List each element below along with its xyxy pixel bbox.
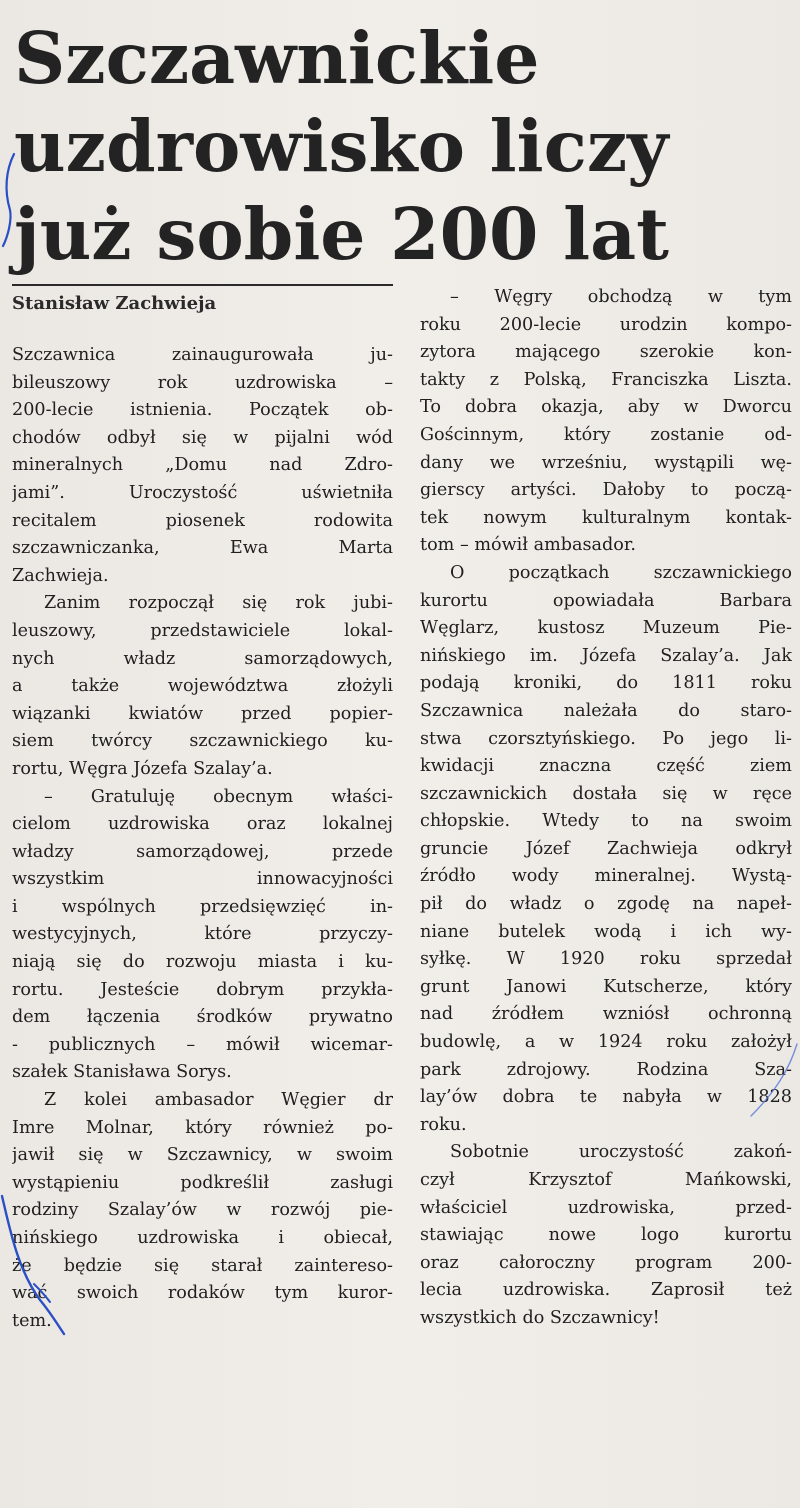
text-line: wiązanki kwiatów przed popier- xyxy=(12,703,393,724)
text-line: że będzie się starał zaintereso- xyxy=(12,1255,393,1276)
text-line: Zanim rozpoczął się rok jubi- xyxy=(44,593,393,614)
text-line: kurortu opowiadała Barbara xyxy=(420,590,792,611)
text-line: cielom uzdrowiska oraz lokalnej xyxy=(12,814,393,835)
text-line: chłopskie. Wtedy to na swoim xyxy=(420,811,792,832)
text-line: Węglarz, kustosz Muzeum Pie- xyxy=(420,618,792,639)
text-line: tom – mówił ambasador. xyxy=(420,535,636,556)
text-line: syłkę. W 1920 roku sprzedał xyxy=(420,949,792,970)
text-line: władzy samorządowej, przede xyxy=(12,841,393,862)
text-line: – Gratuluję obecnym właści- xyxy=(44,786,393,807)
text-line: rortu, Węgra Józefa Szalay’a. xyxy=(12,758,273,779)
text-line: Imre Molnar, który również po- xyxy=(12,1117,393,1138)
text-line: właściciel uzdrowiska, przed- xyxy=(420,1197,792,1218)
headline-line: uzdrowisko liczy xyxy=(14,104,669,188)
text-line: grunt Janowi Kutscherze, który xyxy=(420,976,792,997)
text-line: To dobra okazja, aby w Dworcu xyxy=(420,397,792,418)
text-line: podają kroniki, do 1811 roku xyxy=(420,673,792,694)
text-line: nińskiego im. Józefa Szalay’a. Jak xyxy=(420,645,792,666)
text-line: Sobotnie uroczystość zakoń- xyxy=(450,1142,792,1163)
text-line: nad źródłem wzniósł ochronną xyxy=(420,1004,792,1025)
text-line: roku 200-lecie urodzin kompo- xyxy=(420,314,792,335)
text-line: stawiając nowe logo kurortu xyxy=(420,1225,792,1246)
text-line: westycyjnych, które przyczy- xyxy=(12,924,393,945)
text-line: Gościnnym, który zostanie od- xyxy=(420,424,792,445)
text-line: Szczawnica należała do staro- xyxy=(420,700,792,721)
text-line: Szczawnica zainaugurowała ju- xyxy=(12,345,393,365)
text-line: szczawniczanka, Ewa Marta xyxy=(12,538,393,559)
text-line: roku. xyxy=(420,1114,467,1135)
text-line: tem. xyxy=(12,1310,52,1331)
text-line: dany we wrześniu, wystąpili wę- xyxy=(420,452,792,473)
text-line: budowlę, a w 1924 roku założył xyxy=(420,1032,792,1053)
text-line: nińskiego uzdrowiska i obiecał, xyxy=(12,1228,393,1248)
text-line: rodziny Szalay’ów w rozwój pie- xyxy=(12,1200,393,1221)
headline-line: Szczawnickie xyxy=(14,16,540,100)
text-line: gruncie Józef Zachwieja odkrył xyxy=(420,838,792,859)
text-line: Z kolei ambasador Węgier dr xyxy=(44,1090,393,1111)
text-line: wszystkim innowacyjności xyxy=(12,869,393,890)
text-line: – Węgry obchodzą w tym xyxy=(450,287,792,307)
text-line: oraz całoroczny program 200- xyxy=(420,1252,792,1273)
text-line: leuszowy, przedstawiciele lokal- xyxy=(12,620,393,641)
text-line: 200-lecie istnienia. Początek ob- xyxy=(12,400,393,421)
text-line: lay’ów dobra te nabyła w 1828 xyxy=(420,1087,792,1108)
text-line: niają się do rozwoju miasta i ku- xyxy=(12,952,393,973)
text-line: dem łączenia środków prywatno xyxy=(12,1007,393,1028)
text-line: jawił się w Szczawnicy, w swoim xyxy=(12,1145,393,1166)
text-line: szałek Stanisława Sorys. xyxy=(12,1062,232,1083)
text-line: tek nowym kulturalnym kontak- xyxy=(420,507,792,528)
text-line: wystąpieniu podkreślił zasługi xyxy=(12,1172,393,1193)
text-line: i wspólnych przedsięwzięć in- xyxy=(12,896,393,917)
text-line: nych władz samorządowych, xyxy=(12,648,393,669)
text-line: O początkach szczawnickiego xyxy=(450,562,792,583)
text-line: recitalem piosenek rodowita xyxy=(12,510,393,531)
article-headline xyxy=(14,14,754,278)
text-line: jami”. Uroczystość uświetniła xyxy=(12,482,393,503)
article-column-left xyxy=(12,342,393,1335)
byline-rule xyxy=(12,284,393,286)
article-column-right xyxy=(420,284,792,1333)
text-line: szczawnickich dostała się w ręce xyxy=(420,783,792,804)
text-line: takty z Polską, Franciszka Liszta. xyxy=(420,369,792,390)
text-line: - publicznych – mówił wicemar- xyxy=(12,1034,393,1055)
text-line: wać swoich rodaków tym kuror- xyxy=(12,1283,393,1304)
text-line: czył Krzysztof Mańkowski, xyxy=(420,1170,792,1190)
headline-line: już sobie 200 lat xyxy=(14,192,669,276)
text-line: Zachwieja. xyxy=(12,565,109,586)
text-line: wszystkich do Szczawnicy! xyxy=(420,1307,660,1328)
text-line: gierscy artyści. Dałoby to począ- xyxy=(420,480,792,501)
text-line: źródło wody mineralnej. Wystą- xyxy=(420,866,792,887)
text-line: kwidacji znaczna część ziem xyxy=(420,756,792,777)
text-line: lecia uzdrowiska. Zaprosił też xyxy=(420,1280,792,1301)
text-line: rortu. Jesteście dobrym przykła- xyxy=(12,979,393,1000)
text-line: a także województwa złożyli xyxy=(12,676,393,697)
text-line: pił do władz o zgodę na napeł- xyxy=(420,894,792,915)
text-line: niane butelek wodą i ich wy- xyxy=(420,921,792,942)
text-line: bileuszowy rok uzdrowiska – xyxy=(12,372,393,393)
text-line: stwa czorsztyńskiego. Po jego li- xyxy=(420,728,792,749)
text-line: park zdrojowy. Rodzina Sza- xyxy=(420,1059,792,1080)
text-line: siem twórcy szczawnickiego ku- xyxy=(12,731,393,752)
text-line: mineralnych „Domu nad Zdro- xyxy=(12,455,393,476)
author-byline: Stanisław Zachwieja xyxy=(12,293,217,314)
text-line: chodów odbył się w pijalni wód xyxy=(12,427,393,448)
text-line: zytora mającego szerokie kon- xyxy=(420,342,792,363)
